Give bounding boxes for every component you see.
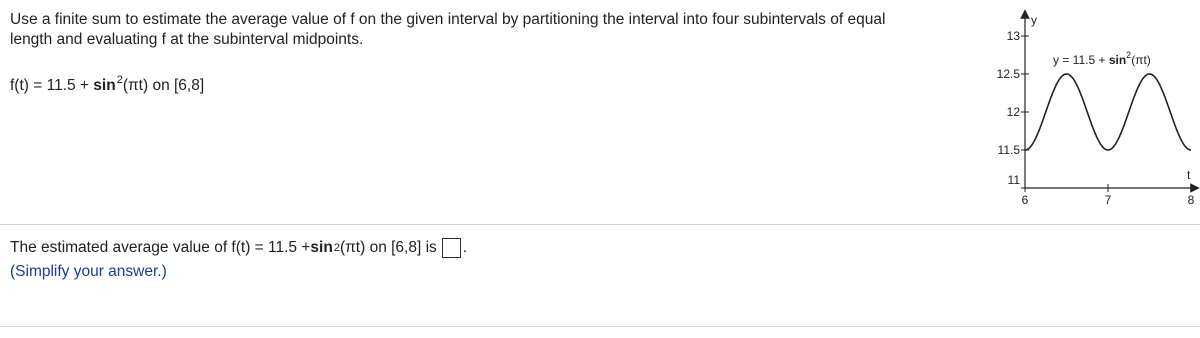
function-graph [990,8,1200,218]
bottom-divider [0,326,1200,327]
answer-prompt [10,238,467,258]
function-curve [1025,74,1191,150]
answer-period: . [462,239,468,256]
curve-label-exponent: 2 [1126,50,1132,60]
y-tick-label: 12.5 [996,67,1020,81]
curve-label-sin: sin [1108,53,1127,67]
function-exponent: 2 [116,74,123,86]
function-prefix: f(t) = 11.5 + [10,77,94,94]
y-tick-label: 13 [1006,29,1020,43]
y-tick-label: 12 [1006,105,1020,119]
curve-label-suffix: (πt) [1131,53,1151,67]
answer-suffix: (πt) on [6,8] is [339,239,437,256]
answer-input-box[interactable] [442,238,461,258]
function-sin: sin [93,77,116,94]
x-axis-label: t [1187,168,1191,182]
section-divider [0,224,1200,225]
x-tick-label: 8 [1187,193,1195,207]
x-tick-label: 7 [1104,193,1112,207]
function-definition [10,74,204,95]
x-tick-label: 6 [1021,193,1029,207]
curve-label-prefix: y = 11.5 + [1053,53,1109,67]
y-tick-label: 11.5 [997,143,1020,157]
simplify-hint: (Simplify your answer.) [10,263,167,280]
function-suffix: (πt) on [6,8] [122,77,205,94]
answer-exponent: 2 [333,242,340,254]
answer-prefix: The estimated average value of f(t) = 11.5 + [10,239,311,256]
question-line-1: Use a finite sum to estimate the average value of f on the given interval by partitioning the interval into four subintervals of equal [10,11,886,28]
curve-label [1053,50,1151,67]
y-tick-label: 11 [1007,173,1020,187]
question-text [10,10,970,50]
y-ticks [997,29,1029,188]
answer-sin: sin [310,239,333,256]
y-axis-label: y [1031,13,1037,27]
question-line-2: length and evaluating f at the subinterval midpoints. [10,31,364,48]
